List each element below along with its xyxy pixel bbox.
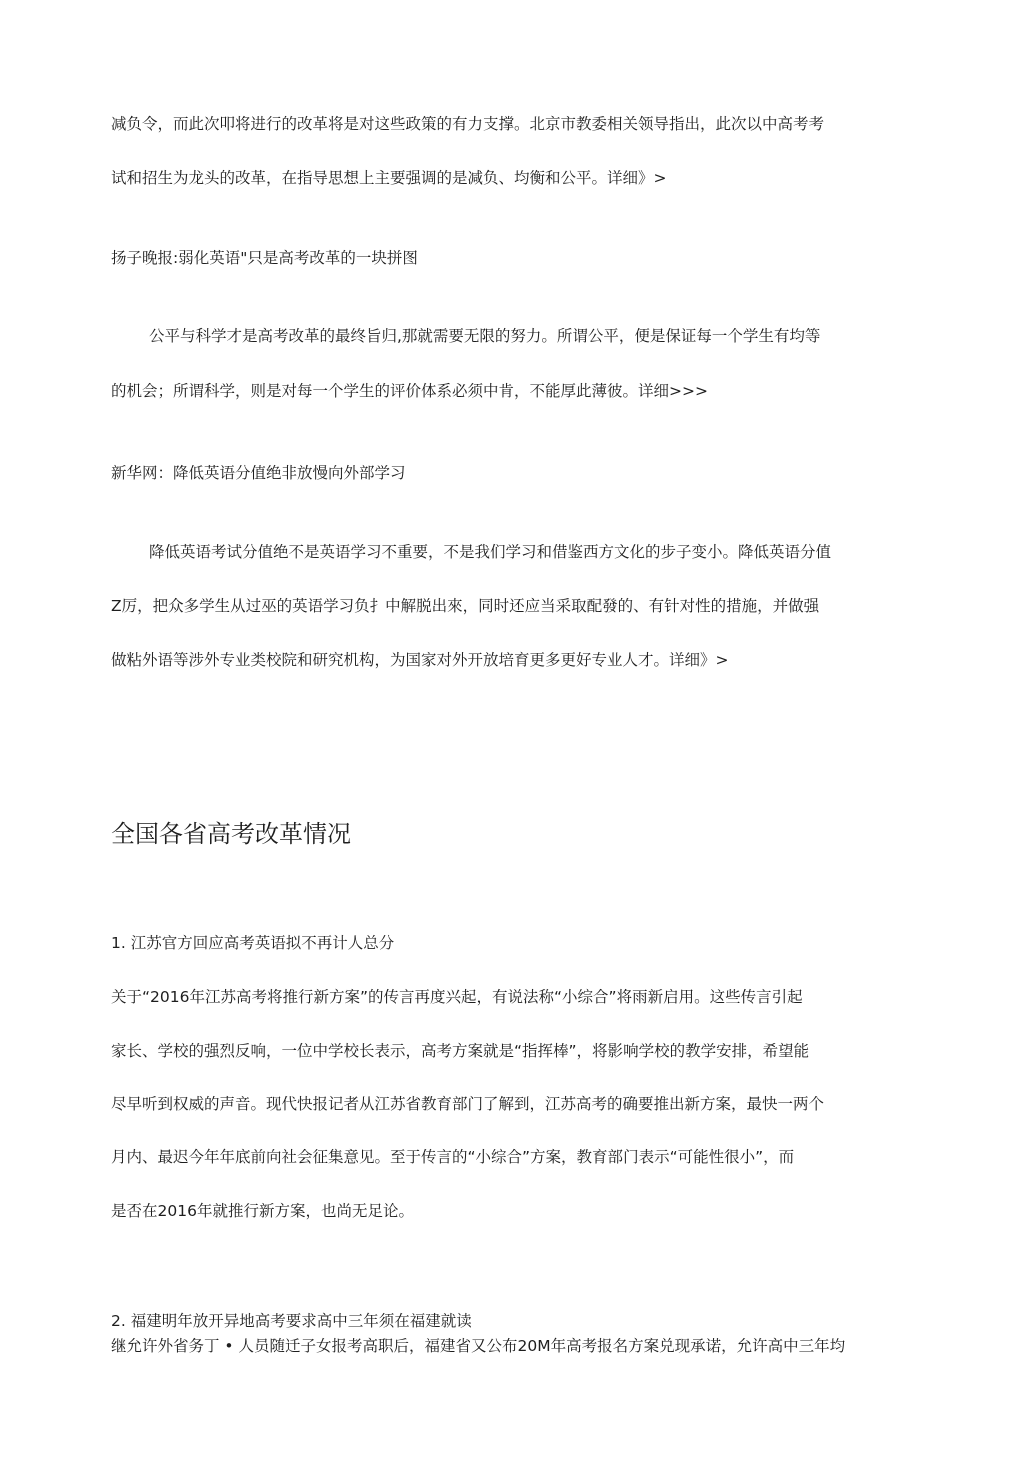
paragraph-line: 降低英语考试分值绝不是英语学习不重要，不是我们学习和借鉴西方文化的步子变小。降低英语分值 <box>149 543 832 561</box>
paragraph-line: 的机会；所谓科学，则是对每一个学生的评价体系必须中肯，不能厚此薄彼。详细>>> <box>111 382 708 400</box>
article-headline: 新华网：降低英语分值绝非放慢向外部学习 <box>111 464 406 482</box>
paragraph-line: Z厉，把众多学生从过巫的英语学习负扌中解脱出來，同时还应当采取配發的、有针对性的措施，并做强 <box>111 597 820 615</box>
article-headline: 扬子晚报:弱化英语"只是高考改革的一块拼图 <box>111 249 418 267</box>
paragraph-line: 尽早听到权威的声音。现代快报记者从江苏省教育部门了解到，江苏高考的确要推出新方案，最快一两个 <box>111 1095 825 1113</box>
paragraph-line: 减负令，而此次叩将进行的改革将是对这些政策的有力支撑。北京市教委相关领导指出，此次以中高考考 <box>111 115 825 133</box>
item-heading: 1. 江苏官方回应高考英语拟不再计人总分 <box>111 934 395 952</box>
paragraph-line: 家长、学校的强烈反响，一位中学校长表示，高考方案就是“指挥棒”，将影响学校的教学安排，希望能 <box>111 1042 810 1060</box>
paragraph-line: 关于“2016年江苏高考将推行新方案”的传言再度兴起，有说法称“小综合”将雨新启用。这些传言引起 <box>111 988 803 1006</box>
paragraph-line: 是否在2016年就推行新方案，也尚无足论。 <box>111 1202 414 1220</box>
paragraph-line: 月内、最迟今年年底前向社会征集意见。至于传言的“小综合”方案，教育部门表示“可能性很小”，而 <box>111 1148 795 1166</box>
paragraph-line: 继允许外省务丁 • 人员随迁子女报考高职后，福建省又公布20M年高考报名方案兑现承诺，允许高中三年均 <box>111 1337 846 1355</box>
paragraph-line: 做粘外语等涉外专业类校院和研究机构，为国家对外开放培育更多更好专业人才。详细》> <box>111 651 729 669</box>
paragraph-line: 公平与科学才是高考改革的最终旨归,那就需要无限的努力。所谓公平，便是保证每一个学生有均等 <box>149 327 821 345</box>
paragraph-line: 试和招生为龙头的改革，在指导思想上主要强调的是减负、均衡和公平。详细》> <box>111 169 667 187</box>
section-title: 全国各省高考改革情况 <box>111 820 351 848</box>
item-heading: 2. 福建明年放开异地高考要求高中三年须在福建就读 <box>111 1312 472 1330</box>
